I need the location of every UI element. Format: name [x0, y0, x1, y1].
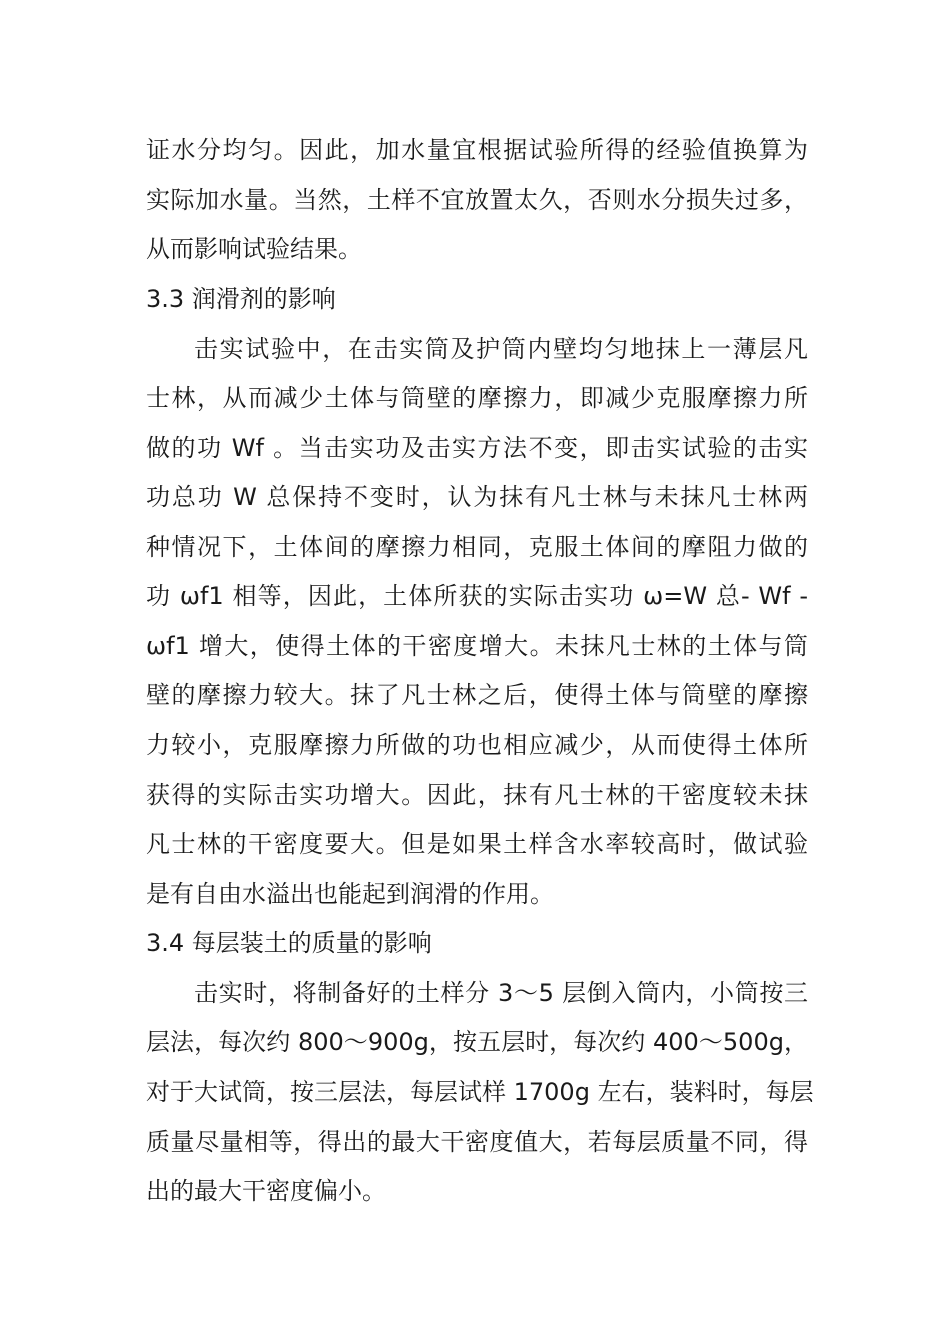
section-heading: 3.3 润滑剂的影响 — [146, 285, 336, 313]
paragraph-line: 获得的实际击实功增大。因此，抹有凡士林的干密度较未抹 — [146, 781, 808, 809]
paragraph-line: 种情况下，土体间的摩擦力相同，克服土体间的摩阻力做的 — [146, 533, 808, 561]
paragraph-line: 力较小，克服摩擦力所做的功也相应减少，从而使得土体所 — [146, 731, 808, 759]
paragraph-line: 对于大试筒，按三层法，每层试样 1700g 左右，装料时，每层 — [146, 1078, 814, 1106]
paragraph-line: 做的功 Wf 。当击实功及击实方法不变，即击实试验的击实 — [146, 434, 808, 462]
document-body — [146, 0, 814, 1344]
paragraph-line: 功 ωf1 相等，因此，土体所获的实际击实功 ω=W 总- Wf - — [146, 582, 808, 610]
paragraph-line: 凡士林的干密度要大。但是如果土样含水率较高时，做试验 — [146, 830, 808, 858]
paragraph-line: 士林，从而减少土体与筒壁的摩擦力，即减少克服摩擦力所 — [146, 384, 808, 412]
paragraph-line: 从而影响试验结果。 — [146, 235, 362, 263]
paragraph-line: 质量尽量相等，得出的最大干密度值大，若每层质量不同，得 — [146, 1128, 808, 1156]
paragraph-line: ωf1 增大，使得土体的干密度增大。未抹凡士林的土体与筒 — [146, 632, 808, 660]
paragraph-line: 出的最大干密度偏小。 — [146, 1177, 386, 1205]
paragraph-line: 击实试验中，在击实筒及护筒内壁均匀地抹上一薄层凡 — [194, 335, 808, 363]
paragraph-line: 壁的摩擦力较大。抹了凡士林之后，使得土体与筒壁的摩擦 — [146, 681, 808, 709]
section-heading: 3.4 每层装土的质量的影响 — [146, 929, 432, 957]
paragraph-line: 击实时，将制备好的土样分 3～5 层倒入筒内，小筒按三 — [194, 979, 808, 1007]
paragraph-line: 功总功 W 总保持不变时，认为抹有凡士林与未抹凡士林两 — [146, 483, 808, 511]
paragraph-line: 是有自由水溢出也能起到润滑的作用。 — [146, 880, 554, 908]
paragraph-line: 实际加水量。当然，土样不宜放置太久，否则水分损失过多， — [146, 186, 808, 214]
paragraph-line: 证水分均匀。因此，加水量宜根据试验所得的经验值换算为 — [146, 136, 808, 164]
paragraph-line: 层法，每次约 800～900g，按五层时，每次约 400～500g， — [146, 1028, 808, 1056]
